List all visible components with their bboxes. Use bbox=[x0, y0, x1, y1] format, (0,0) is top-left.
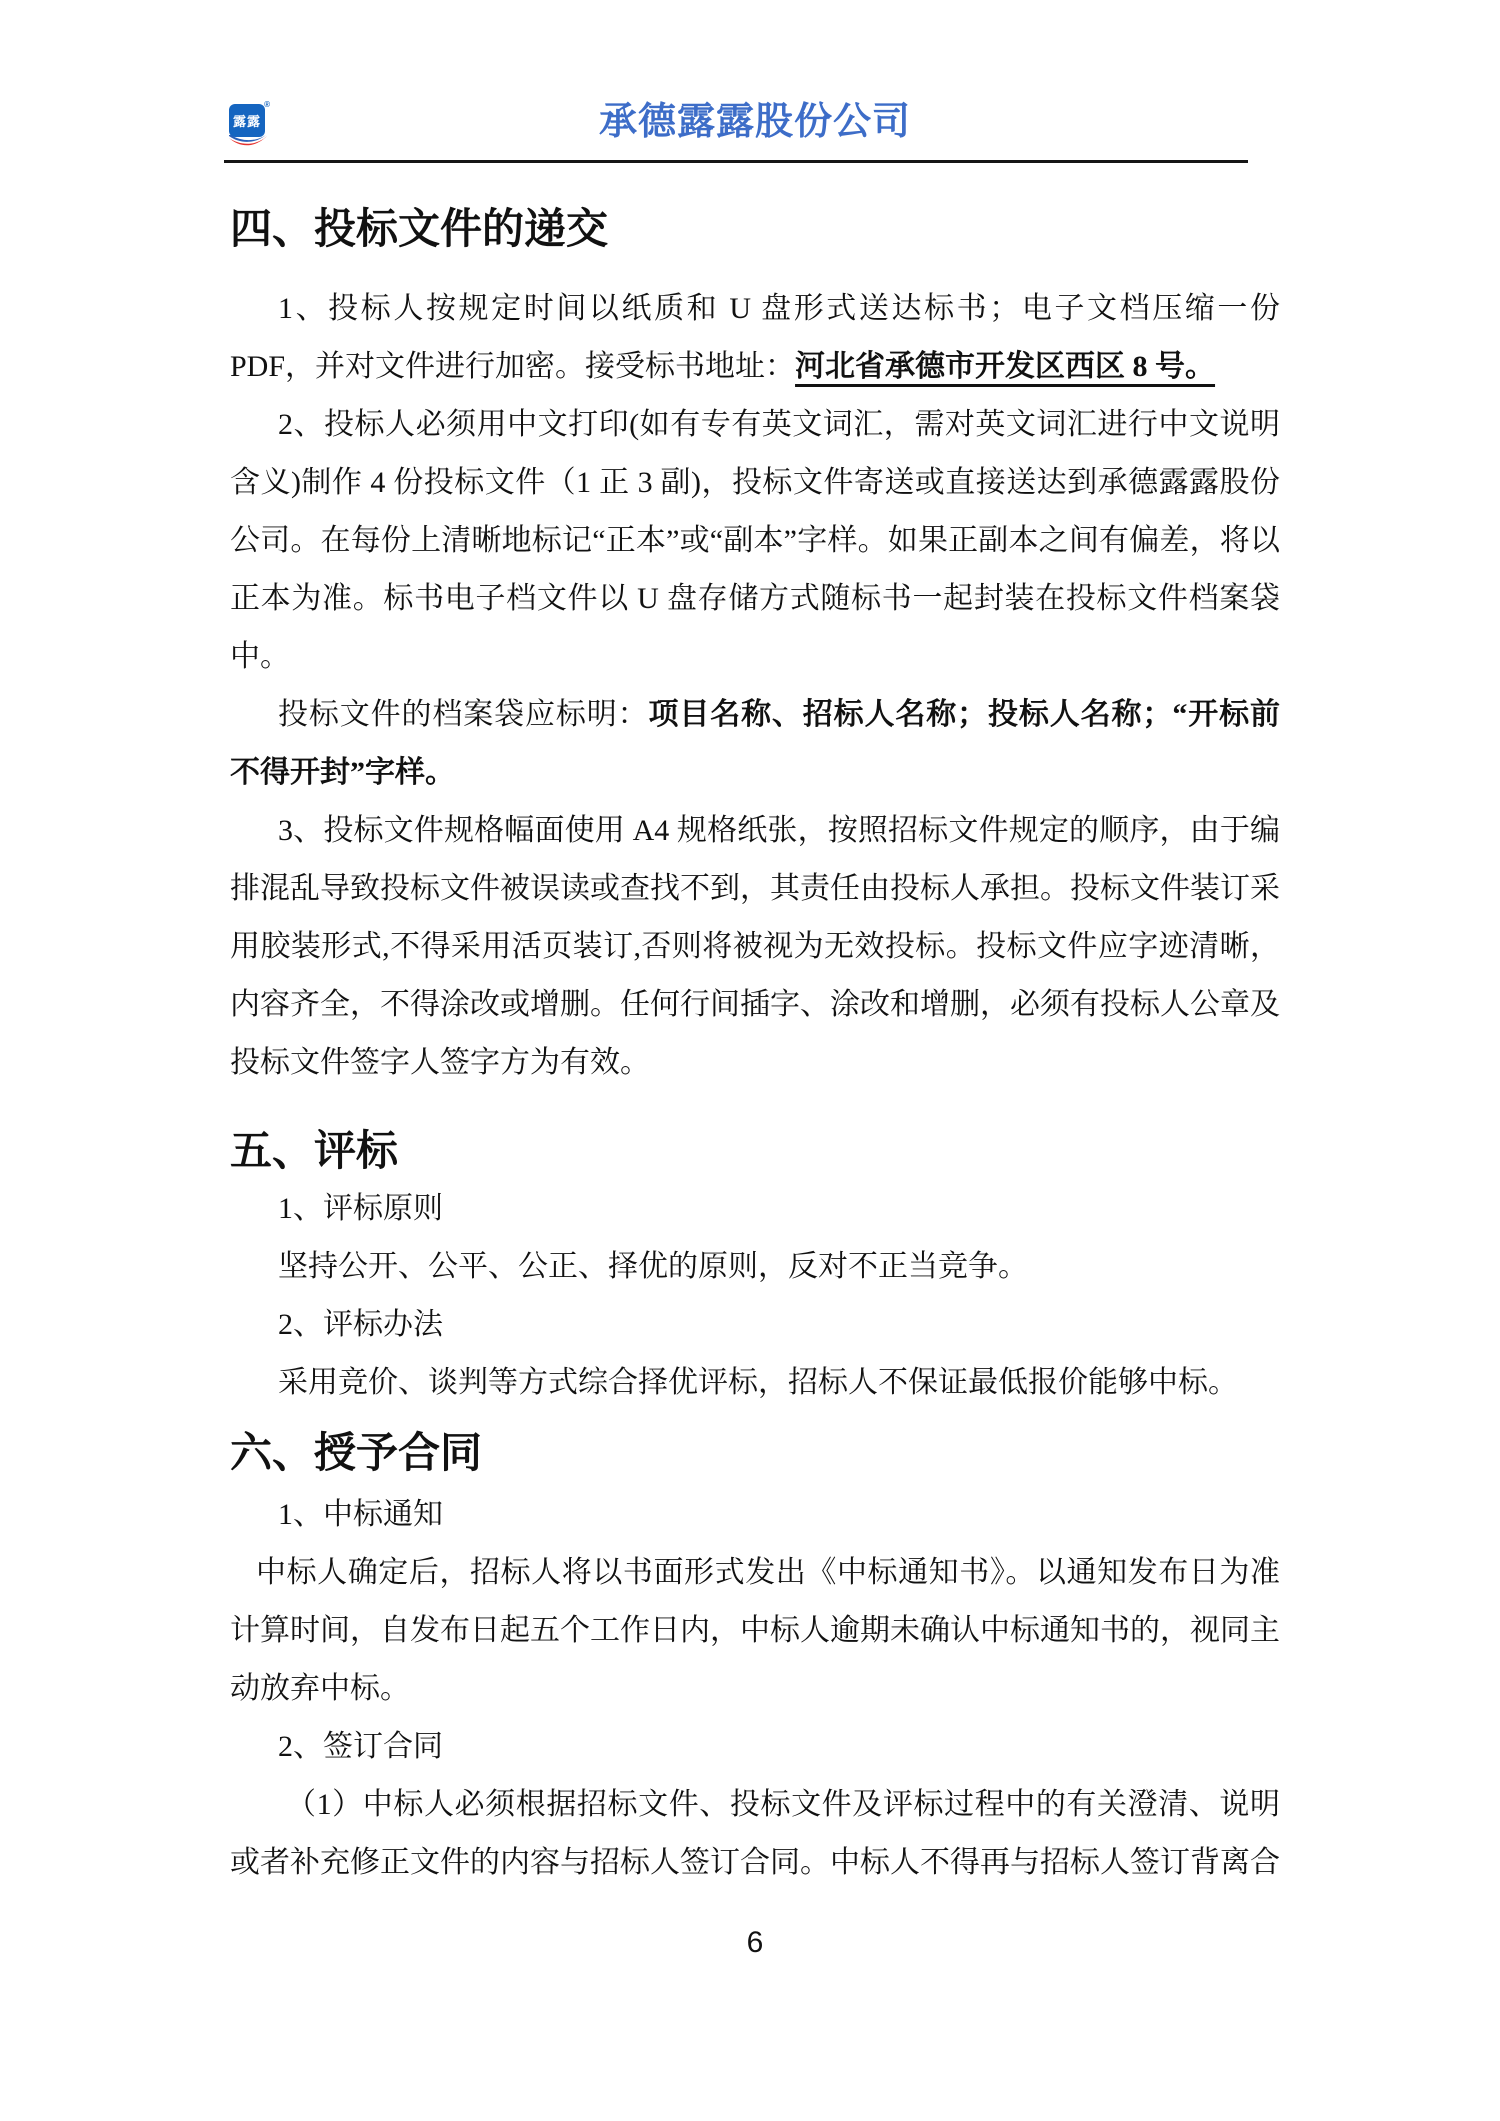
paragraph bbox=[230, 1238, 1280, 1296]
section-bid-evaluation bbox=[230, 1124, 1280, 1412]
paragraph bbox=[230, 1718, 1280, 1776]
section-heading: 五、评标 bbox=[230, 1129, 399, 1175]
registered-mark: ® bbox=[264, 100, 271, 109]
text-run: 1、投标人按规定时间以纸质和 U 盘形式送达标书；电子文档压缩一份 PDF，并对文件进行加密。接受标书地址： bbox=[230, 292, 1280, 383]
text-run: 坚持公开、公平、公正、择优的原则，反对不正当竞争。 bbox=[278, 1250, 1028, 1283]
section-heading: 六、授予合同 bbox=[230, 1431, 483, 1477]
paragraph bbox=[230, 1776, 1280, 1892]
text-run: 1、评标原则 bbox=[278, 1192, 443, 1225]
paragraph bbox=[230, 1180, 1280, 1238]
text-run: 2、评标办法 bbox=[278, 1308, 443, 1341]
paragraph bbox=[230, 396, 1280, 686]
page-number: 6 bbox=[746, 1926, 764, 1959]
text-run: 2、投标人必须用中文打印(如有专有英文词汇，需对英文词汇进行中文说明含义)制作 4 份投标文件（1 正 3 副)，投标文件寄送或直接送达到承德露露股份公司。在每份上清晰地标记“正本”或“副本”字样。如果正副本之间有偏差，将以正本为准。标书电子档文件以 U 盘存储方式随标书一起封装在投标文件档案袋中。 bbox=[230, 408, 1280, 673]
text-run-bold: 项目名称、招标人名称；投标人名称；“开标前不得开封”字样。 bbox=[230, 698, 1281, 789]
text-run: （1）中标人必须根据招标文件、投标文件及评标过程中的有关澄清、说明或者补充修正文件的内容与招标人签订合同。中标人不得再与招标人签订背离合 bbox=[230, 1788, 1280, 1879]
address-underlined: 河北省承德市开发区西区 8 号。 bbox=[795, 350, 1216, 383]
company-title: 承德露露股份公司 bbox=[598, 101, 911, 143]
paragraph bbox=[230, 1354, 1280, 1412]
document-content bbox=[230, 0, 1280, 1892]
text-run: 中标人确定后，招标人将以书面形式发出《中标通知书》。以通知发布日为准计算时间，自发布日起五个工作日内，中标人逾期未确认中标通知书的，视同主动放弃中标。 bbox=[230, 1556, 1280, 1705]
paragraph bbox=[230, 1296, 1280, 1354]
text-run: 1、中标通知 bbox=[278, 1498, 443, 1531]
section-heading: 四、投标文件的递交 bbox=[230, 207, 609, 253]
section-submission-of-bids bbox=[230, 202, 1280, 1092]
logo-text: 露露 bbox=[232, 114, 261, 129]
text-run: 2、签订合同 bbox=[278, 1730, 443, 1763]
paragraph bbox=[230, 1544, 1280, 1718]
paragraph bbox=[230, 1486, 1280, 1544]
text-run: 3、投标文件规格幅面使用 A4 规格纸张，按照招标文件规定的顺序，由于编排混乱导致投标文件被误读或查找不到，其责任由投标人承担。投标文件装订采用胶装形式,不得采用活页装订,否则将被视为无效投标。投标文件应字迹清晰，内容齐全，不得涂改或增删。任何行间插字、涂改和增删，必须有投标人公章及投标文件签字人签字方为有效。 bbox=[230, 814, 1280, 1079]
section-award-of-contract bbox=[230, 1426, 1280, 1892]
paragraph bbox=[230, 280, 1280, 396]
paragraph bbox=[230, 802, 1280, 1092]
text-run: 采用竞价、谈判等方式综合择优评标，招标人不保证最低报价能够中标。 bbox=[278, 1366, 1238, 1399]
text-run: 投标文件的档案袋应标明： bbox=[278, 698, 649, 731]
paragraph bbox=[230, 686, 1280, 802]
